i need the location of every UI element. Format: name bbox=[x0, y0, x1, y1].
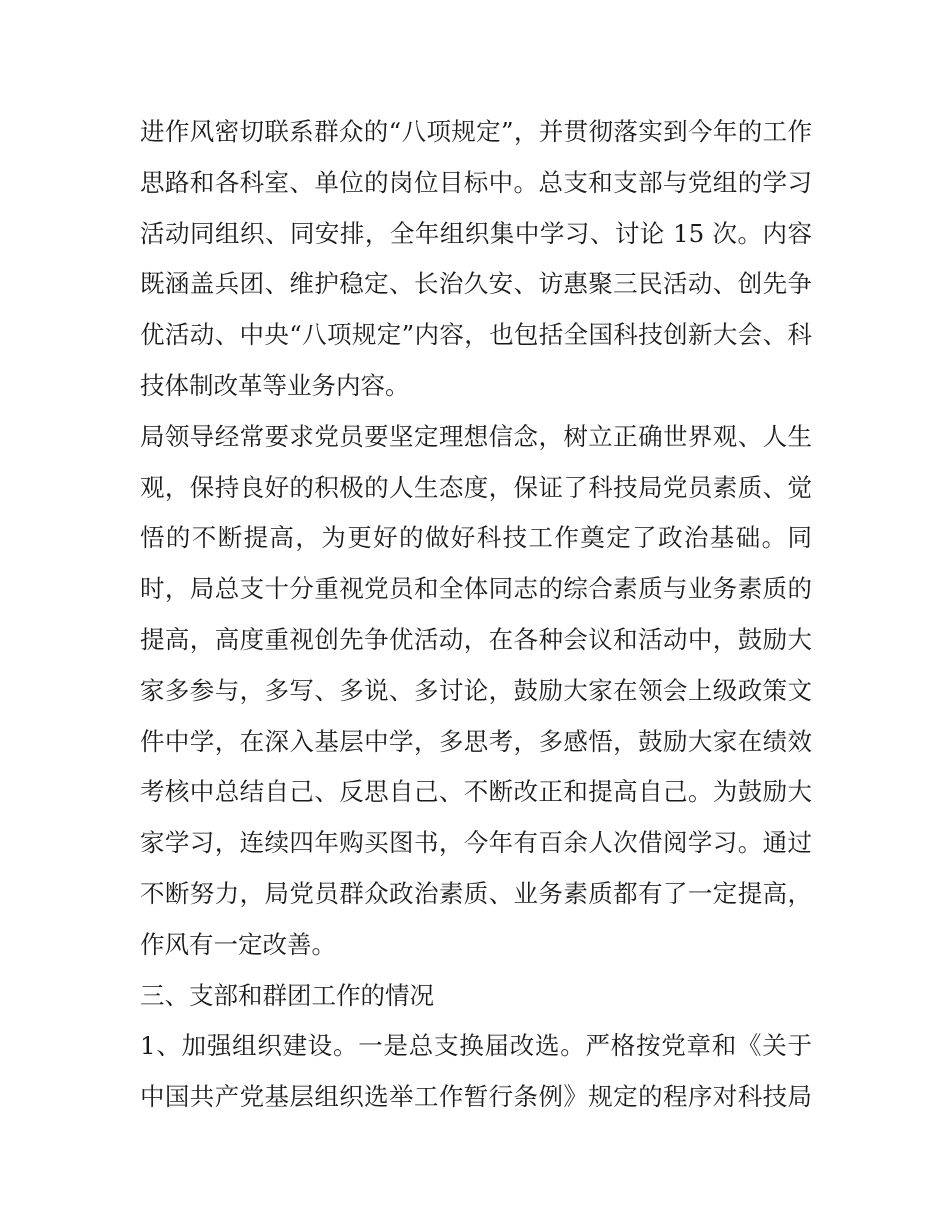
text-line: 活动同组织、同安排，全年组织集中学习、讨论 15 次。内容 bbox=[140, 218, 812, 248]
text-line: 技体制改革等业务内容。 bbox=[140, 370, 410, 400]
text-line: 三、支部和群团工作的情况 bbox=[140, 980, 434, 1010]
text-line: 进作风密切联系群众的“八项规定”，并贯彻落实到今年的工作 bbox=[140, 117, 812, 146]
text-line: 不断努力，局党员群众政治素质、业务素质都有了一定提高， bbox=[140, 878, 812, 908]
text-line: 既涵盖兵团、维护稳定、长治久安、访惠聚三民活动、创先争 bbox=[140, 269, 812, 299]
text-line: 局领导经常要求党员要坚定理想信念，树立正确世界观、人生 bbox=[140, 421, 812, 451]
text-line: 中国共产党基层组织选举工作暂行条例》规定的程序对科技局 bbox=[140, 1082, 812, 1112]
text-line: 作风有一定改善。 bbox=[140, 929, 336, 959]
text-line: 悟的不断提高，为更好的做好科技工作奠定了政治基础。同 bbox=[140, 523, 812, 553]
text-line: 考核中总结自己、反思自己、不断改正和提高自己。为鼓励大 bbox=[140, 777, 812, 807]
text-line: 时，局总支十分重视党员和全体同志的综合素质与业务素质的 bbox=[140, 574, 812, 604]
text-line: 观，保持良好的积极的人生态度，保证了科技局党员素质、觉 bbox=[140, 472, 812, 502]
document-body bbox=[140, 107, 812, 1123]
text-line: 1、加强组织建设。一是总支换届改选。严格按党章和《关于 bbox=[140, 1031, 812, 1061]
text-line: 家学习，连续四年购买图书，今年有百余人次借阅学习。通过 bbox=[140, 828, 812, 858]
text-line: 家多参与，多写、多说、多讨论，鼓励大家在领会上级政策文 bbox=[140, 675, 812, 705]
text-line: 提高，高度重视创先争优活动，在各种会议和活动中，鼓励大 bbox=[140, 624, 812, 654]
text-line: 优活动、中央“八项规定”内容，也包括全国科技创新大会、科 bbox=[140, 320, 812, 350]
text-line: 件中学，在深入基层中学，多思考，多感悟，鼓励大家在绩效 bbox=[140, 726, 812, 756]
text-line: 思路和各科室、单位的岗位目标中。总支和支部与党组的学习 bbox=[140, 167, 812, 197]
